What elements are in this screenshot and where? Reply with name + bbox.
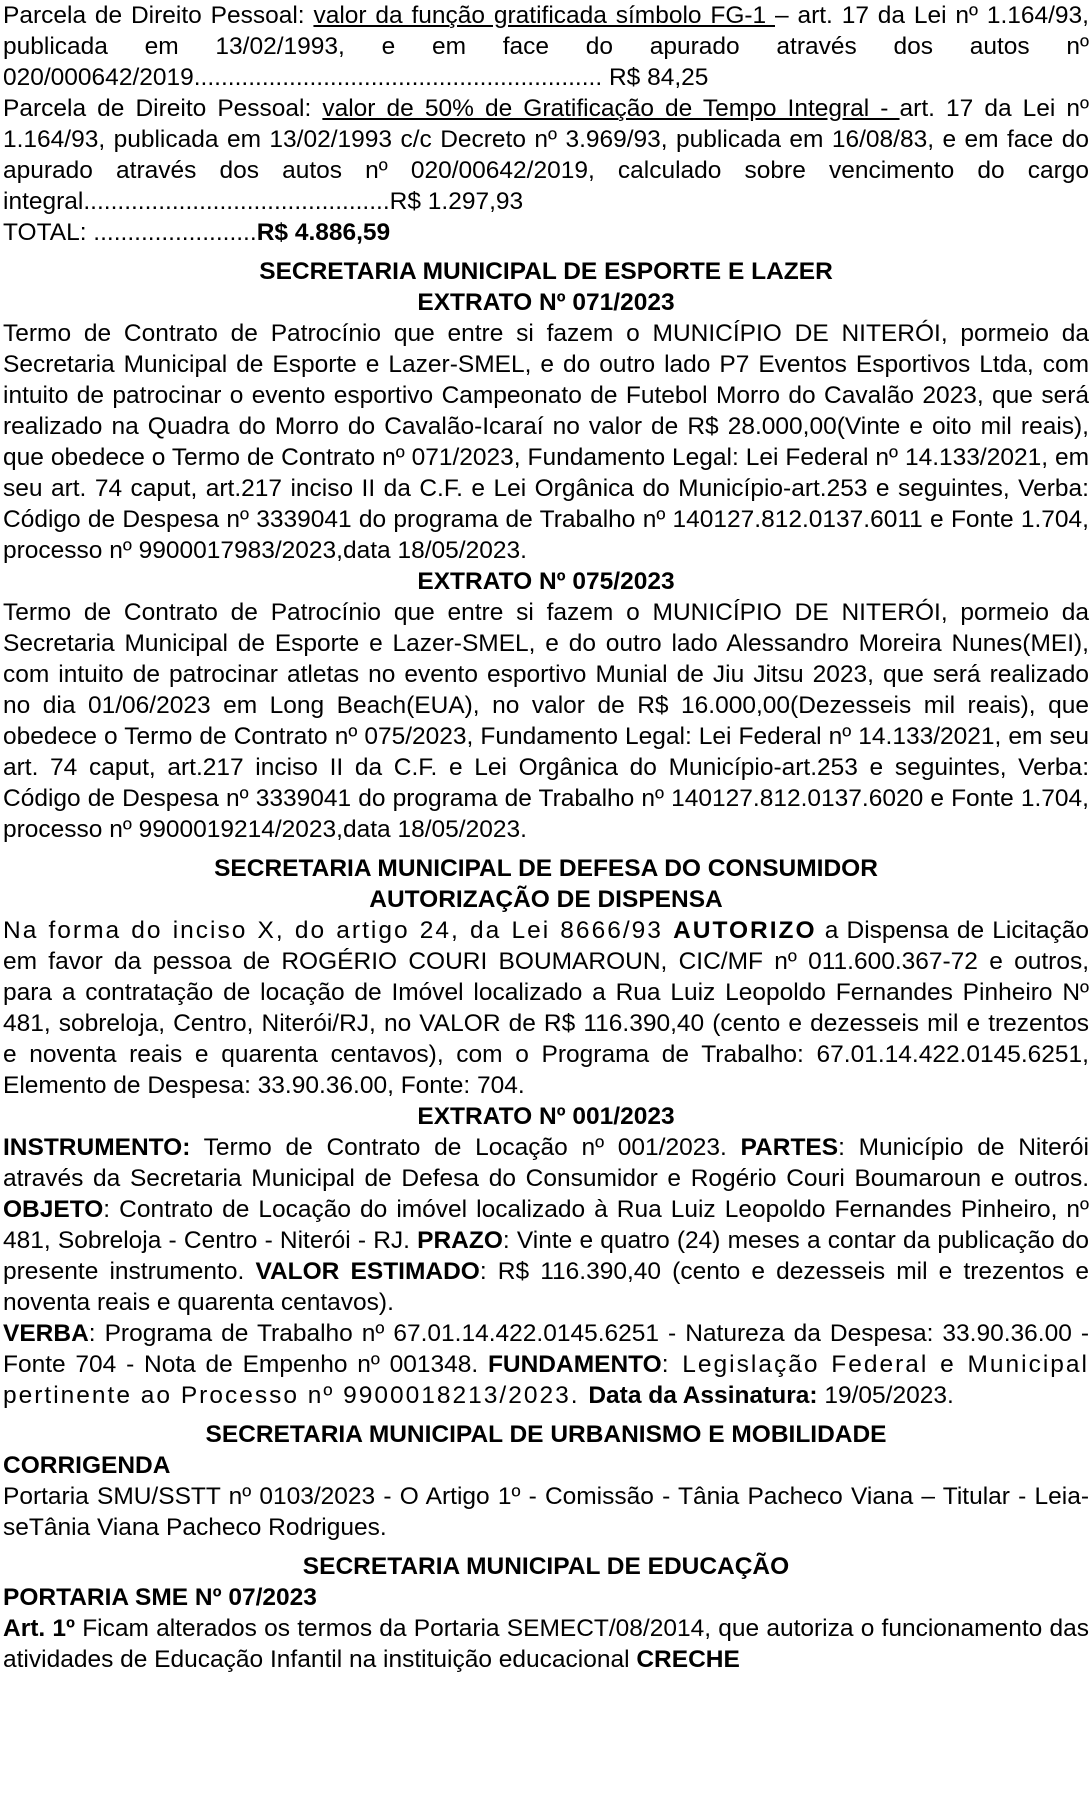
total-label: TOTAL: ........................ [3,219,257,246]
total-line [3,217,1089,248]
extrato-075-body: Termo de Contrato de Patrocínio que entre si fazem o MUNICÍPIO DE NITERÓI, pormeio da Secretaria Municipal de Esporte e Lazer-SMEL, e do outro lado Alessandro Moreira Nunes(MEI), com intuito de patrocinar atletas no evento esportivo Munial de Jiu Jitsu 2023, que será realizado no dia 01/06/2023 em Long Beach(EUA), no valor de R$ 16.000,00(Dezesseis mil reais), que obedece o Termo de Contrato nº 075/2023, Fundamento Legal: Lei Federal nº 14.133/2021, em seu art. 74 caput, art.217 inciso II da C.F. e Lei Orgânica do Município-art.253 e seguintes, Verba: Código de Despesa nº 3339041 do programa de Trabalho nº 140127.812.0137.6020 e Fonte 1.704, processo nº 9900019214/2023,data 18/05/2023. [3,599,1089,843]
autorizo-keyword: AUTORIZO [673,917,817,944]
parcela-ti-lead: Parcela de Direito Pessoal: [3,95,323,122]
parcela-fg1-lead: Parcela de Direito Pessoal: [3,2,314,29]
corrigenda-title: CORRIGENDA [3,1452,171,1479]
educacao-heading: SECRETARIA MUNICIPAL DE EDUCAÇÃO [302,1553,790,1580]
parcela-fg1-rest: – art. 17 da Lei nº 1.164/93, publicada em 13/02/1993, e em face do apurado através dos autos nº 020/000642/2019............................................................ R$ 84,25 [3,2,1089,91]
fundamento-label: FUNDAMENTO [487,1351,662,1378]
prazo-value: : Vinte e quatro (24) meses a contar da publicação do presente instrumento. [3,1227,1089,1285]
extrato-071-title: EXTRATO Nº 071/2023 [417,289,675,316]
valor-estimado-label: VALOR ESTIMADO [255,1258,480,1285]
fundamento-value: : Legislação Federal e Municipal pertinente ao Processo nº 9900018213/2023. [3,1351,1089,1409]
art1-label: Art. 1º [3,1615,75,1642]
instrumento-value: Termo de Contrato de Locação nº 001/2023. [190,1134,741,1161]
portaria-art1 [3,1613,1089,1675]
portaria-sme-title: PORTARIA SME Nº 07/2023 [3,1584,317,1611]
prazo-label: PRAZO [417,1227,503,1254]
verba-label: VERBA [3,1320,89,1347]
objeto-value: : Contrato de Locação do imóvel localizado à Rua Luiz Leopoldo Fernandes Pinheiro, nº 481, Sobreloja - Centro - Niterói - RJ. [3,1196,1089,1254]
objeto-label: OBJETO [3,1196,104,1223]
extrato-075-title: EXTRATO Nº 075/2023 [417,568,675,595]
dispensa-rest: a Dispensa de Licitação em favor da pessoa de ROGÉRIO COURI BOUMAROUN, CIC/MF nº 011.600.367-72 e outros, para a contratação de locação de Imóvel localizado a Rua Luiz Leopoldo Fernandes Pinheiro Nº 481, sobreloja, Centro, Niterói/RJ, no VALOR de R$ 116.390,40 (cento e dezesseis mil e trezentos e noventa reais e quarenta centavos), com o Programa de Trabalho: 67.01.14.422.0145.6251, Elemento de Despesa: 33.90.36.00, Fonte: 704. [3,917,1089,1099]
partes-value: : Município de Niterói através da Secretaria Municipal de Defesa do Consumidor e Rogério Couri Boumaroun e outros. [3,1134,1089,1192]
extrato-001-body [3,1132,1089,1318]
art1-creche: CRECHE [636,1646,740,1673]
esporte-heading: SECRETARIA MUNICIPAL DE ESPORTE E LAZER [259,258,833,285]
extrato-001-verba [3,1318,1089,1411]
parcela-tempo-integral-paragraph [3,93,1089,217]
parcela-ti-rest: art. 17 da Lei nº 1.164/93, publicada em 13/02/1993 c/c Decreto nº 3.969/93, publicada em 16/08/83, e em face do apurado através dos autos nº 020/00642/2019, calculado sobre vencimento do cargo integral.............................................R$ 1.297,93 [3,95,1089,215]
total-value: R$ 4.886,59 [256,219,391,246]
data-assinatura-value: 19/05/2023. [817,1382,954,1409]
instrumento-label: INSTRUMENTO: [3,1134,191,1161]
partes-label: PARTES [740,1134,839,1161]
dispensa-lead: Na forma do inciso X, do artigo 24, da Lei 8666/93 [3,917,674,944]
extrato-071-body: Termo de Contrato de Patrocínio que entre si fazem o MUNICÍPIO DE NITERÓI, pormeio da Secretaria Municipal de Esporte e Lazer-SMEL, e do outro lado P7 Eventos Esportivos Ltda, com intuito de patrocinar o evento esportivo Campeonato de Futebol Morro do Cavalão 2023, que será realizado na Quadra do Morro do Cavalão-Icaraí no valor de R$ 28.000,00(Vinte e oito mil reais), que obedece o Termo de Contrato nº 071/2023, Fundamento Legal: Lei Federal nº 14.133/2021, em seu art. 74 caput, art.217 inciso II da C.F. e Lei Orgânica do Município-art.253 e seguintes, Verba: Código de Despesa nº 3339041 do programa de Trabalho nº 140127.812.0137.6011 e Fonte 1.704, processo nº 9900017983/2023,data 18/05/2023. [3,320,1089,564]
dispensa-body [3,915,1089,1101]
data-assinatura-label: Data da Assinatura: [588,1382,818,1409]
parcela-fg1-underlined: valor da função gratificada símbolo FG-1 [313,2,775,29]
dispensa-title: AUTORIZAÇÃO DE DISPENSA [369,886,723,913]
extrato-001-title: EXTRATO Nº 001/2023 [417,1103,675,1130]
valor-estimado-value: : R$ 116.390,40 (cento e dezesseis mil e trezentos e noventa reais e quarenta centavos). [3,1258,1089,1316]
parcela-fg1-paragraph [3,0,1089,93]
corrigenda-body: Portaria SMU/SSTT nº 0103/2023 - O Artigo 1º - Comissão - Tânia Pacheco Viana – Titular - Leia-seTânia Viana Pacheco Rodrigues. [3,1483,1089,1541]
urbanismo-heading: SECRETARIA MUNICIPAL DE URBANISMO E MOBILIDADE [205,1421,887,1448]
art1-text: Ficam alterados os termos da Portaria SEMECT/08/2014, que autoriza o funcionamento das atividades de Educação Infantil na instituição educacional [3,1615,1089,1673]
consumidor-heading: SECRETARIA MUNICIPAL DE DEFESA DO CONSUMIDOR [214,855,878,882]
parcela-ti-underlined: valor de 50% de Gratificação de Tempo Integral - [322,95,900,122]
verba-value: : Programa de Trabalho nº 67.01.14.422.0145.6251 - Natureza da Despesa: 33.90.36.00 - Fonte 704 - Nota de Empenho nº 001348. [3,1320,1089,1378]
